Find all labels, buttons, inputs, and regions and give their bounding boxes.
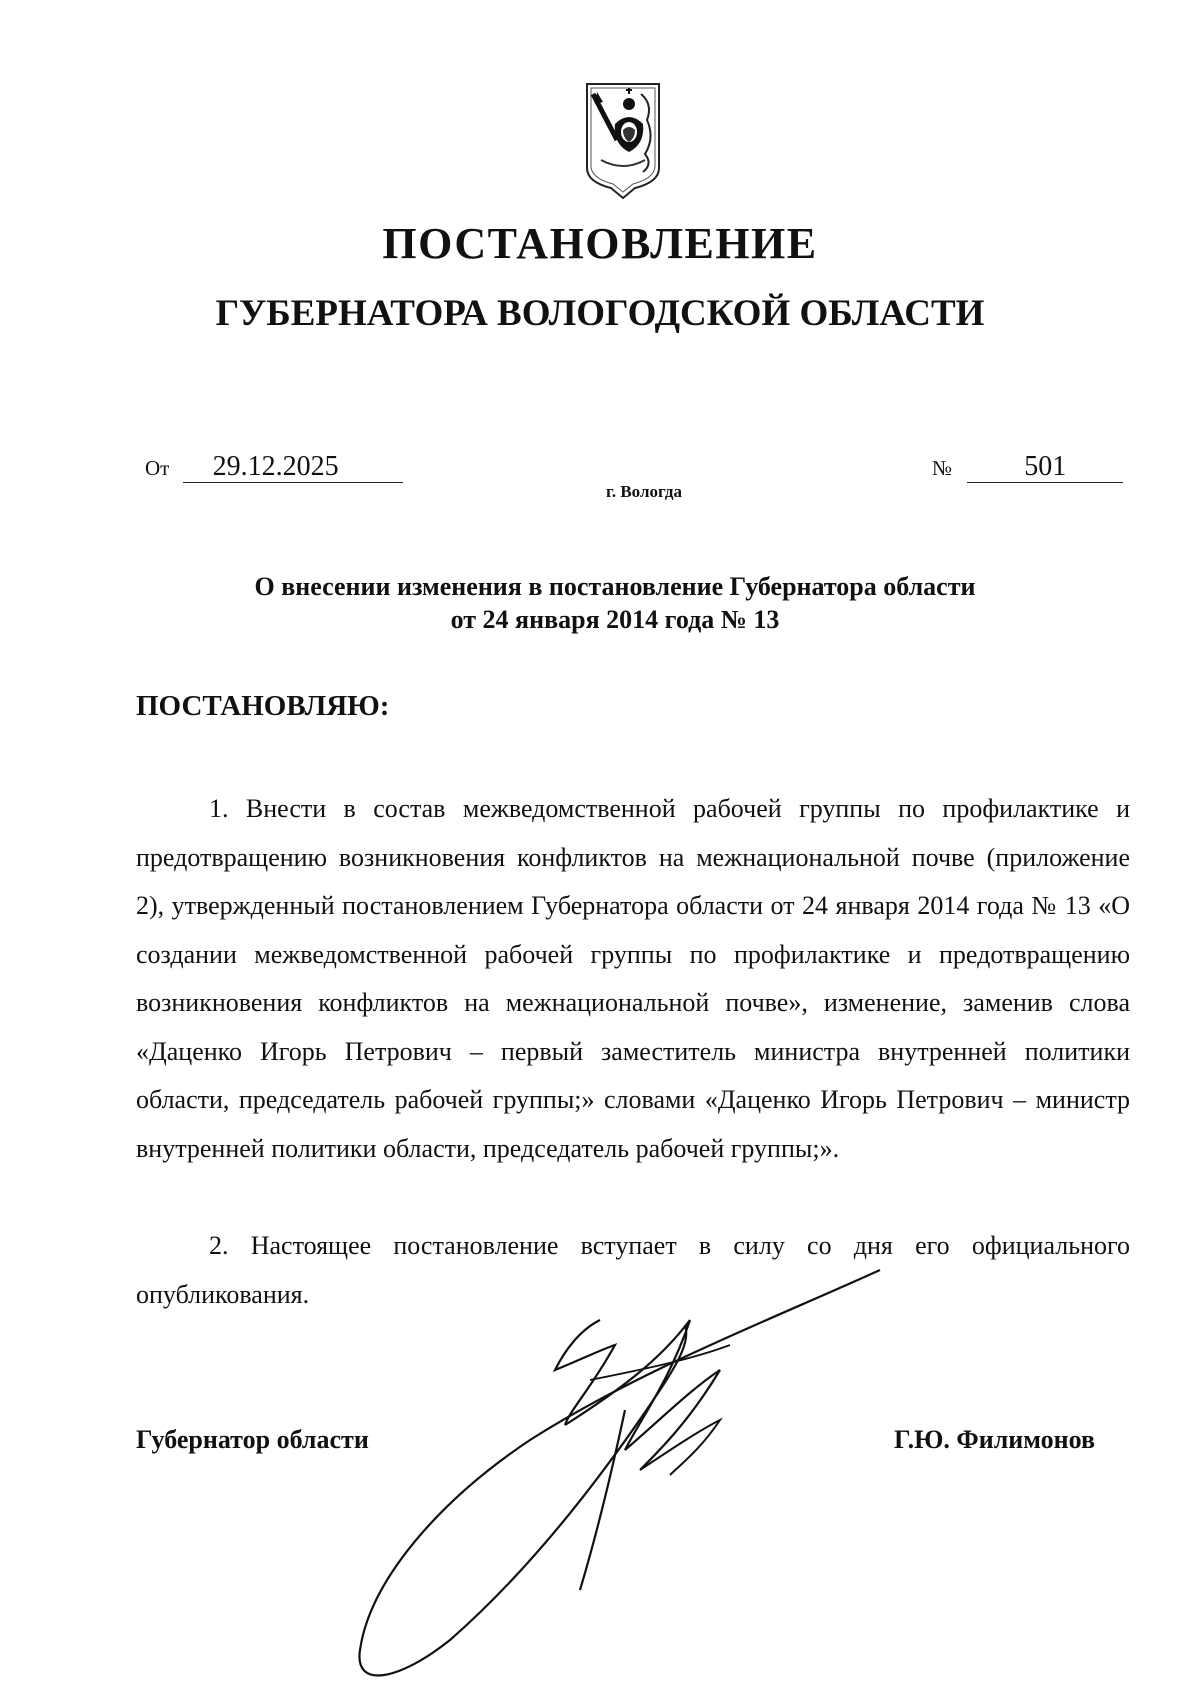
document-number: 501 <box>967 452 1123 483</box>
subject-line-1: О внесении изменения в постановление Губернатора области <box>254 572 976 601</box>
date-block <box>145 452 403 483</box>
city-label: г. Вологда <box>606 482 682 501</box>
document-date: 29.12.2025 <box>183 452 403 483</box>
number-block <box>932 452 1123 483</box>
subject-line-2: от 24 января 2014 года № 13 <box>450 605 780 634</box>
handwritten-signature-icon <box>340 1250 900 1690</box>
date-prefix: От <box>145 456 170 480</box>
number-prefix: № <box>932 456 953 480</box>
paragraph-2: 2. Настоящее постановление вступает в силу со дня его официального опубликования. <box>136 1231 1130 1309</box>
signatory-name: Г.Ю. Филимонов <box>894 1425 1096 1454</box>
document-title: ПОСТАНОВЛЕНИЕ <box>382 219 818 268</box>
document-subtitle: ГУБЕРНАТОРА ВОЛОГОДСКОЙ ОБЛАСТИ <box>215 293 985 334</box>
document-subject <box>0 570 1200 636</box>
coat-of-arms-icon <box>583 80 663 200</box>
paragraph-1: 1. Внести в состав межведомственной рабочей группы по профилактике и предотвращению возникновения конфликтов на межнациональной почве (приложение 2), утвержденный постановлением Губернатора области от 24 января 2014 года № 13 «О создании межведомственной рабочей группы по профилактике и предотвращению возникновения конфликтов на межнациональной почве», изменение, заменив слова «Даценко Игорь Петрович – первый заместитель министра внутренней политики области, председатель рабочей группы;» словами «Даценко Игорь Петрович – министр внутренней политики области, председатель рабочей группы;». <box>136 794 1130 1163</box>
decree-word: ПОСТАНОВЛЯЮ: <box>136 690 390 722</box>
signatory-position: Губернатор области <box>136 1425 369 1454</box>
